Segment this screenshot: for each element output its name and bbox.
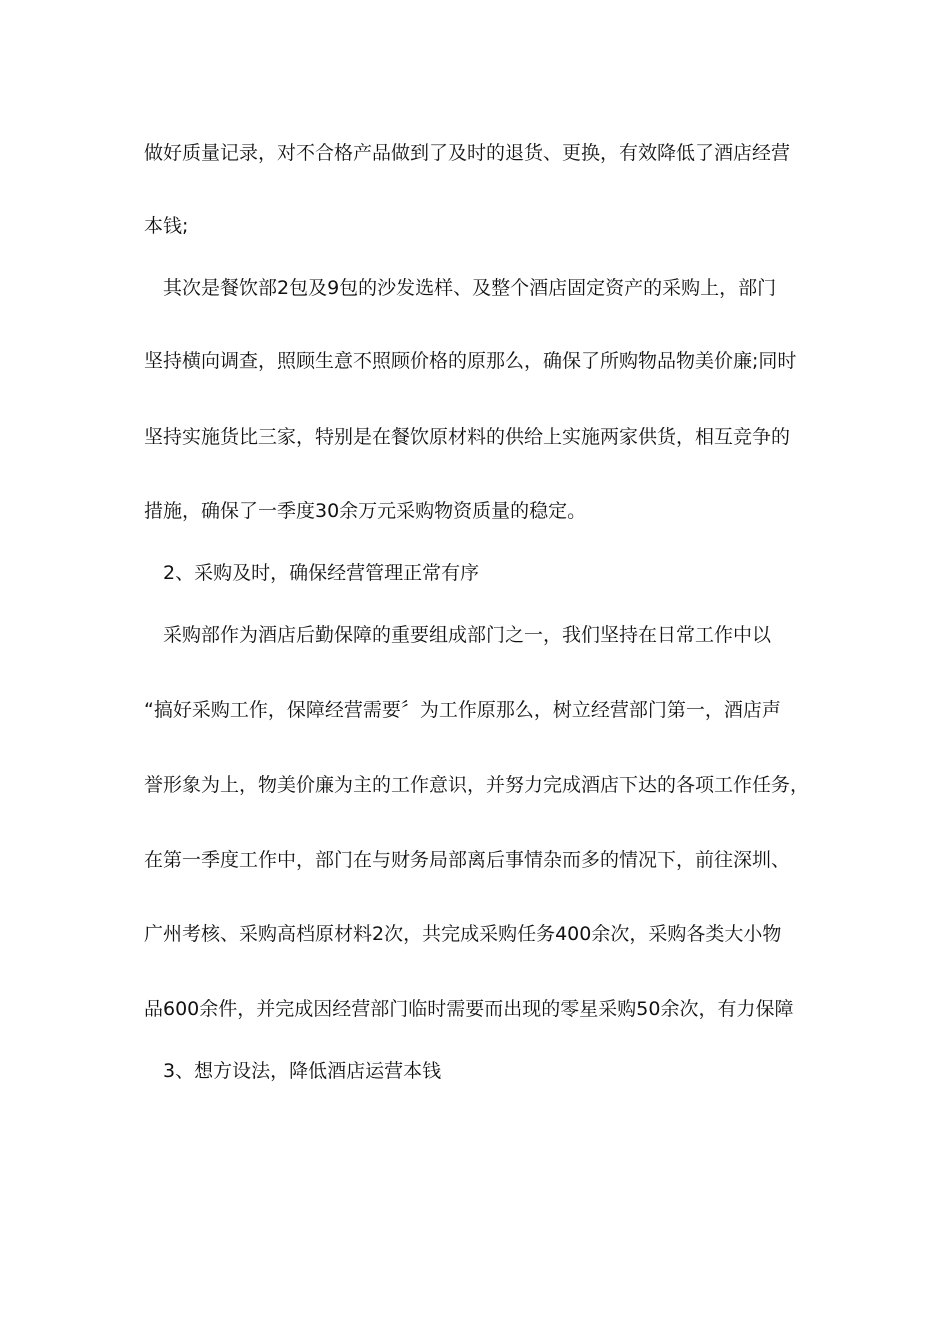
paragraph-line: 品600余件，并完成因经营部门临时需要而出现的零星采购50余次，有力保障 <box>144 998 794 1020</box>
paragraph-line: 措施，确保了一季度30余万元采购物资质量的稳定。 <box>144 500 587 522</box>
section-heading: 2、采购及时，确保经营管理正常有序 <box>163 562 480 584</box>
section-heading: 3、想方设法，降低酒店运营本钱 <box>163 1060 442 1082</box>
paragraph-line: 其次是餐饮部2包及9包的沙发选样、及整个酒店固定资产的采购上，部门 <box>163 277 777 299</box>
paragraph-line: 广州考核、采购高档原材料2次，共完成采购任务400余次，采购各类大小物 <box>144 923 782 945</box>
paragraph-line: 誉形象为上，物美价廉为主的工作意识，并努力完成酒店下达的各项工作任务， <box>144 774 810 796</box>
paragraph-line: “搞好采购工作，保障经营需要〞为工作原那么，树立经营部门第一，酒店声 <box>144 699 781 721</box>
paragraph-line: 在第一季度工作中，部门在与财务局部离后事情杂而多的情况下，前往深圳、 <box>144 849 791 871</box>
paragraph-line: 采购部作为酒店后勤保障的重要组成部门之一，我们坚持在日常工作中以 <box>163 624 772 646</box>
paragraph-line: 坚持实施货比三家，特别是在餐饮原材料的供给上实施两家供货，相互竞争的 <box>144 426 791 448</box>
paragraph-line: 做好质量记录，对不合格产品做到了及时的退货、更换，有效降低了酒店经营 <box>144 142 791 164</box>
paragraph-line: 坚持横向调查，照顾生意不照顾价格的原那么，确保了所购物品物美价廉;同时 <box>144 350 797 372</box>
paragraph-line: 本钱; <box>144 215 189 237</box>
